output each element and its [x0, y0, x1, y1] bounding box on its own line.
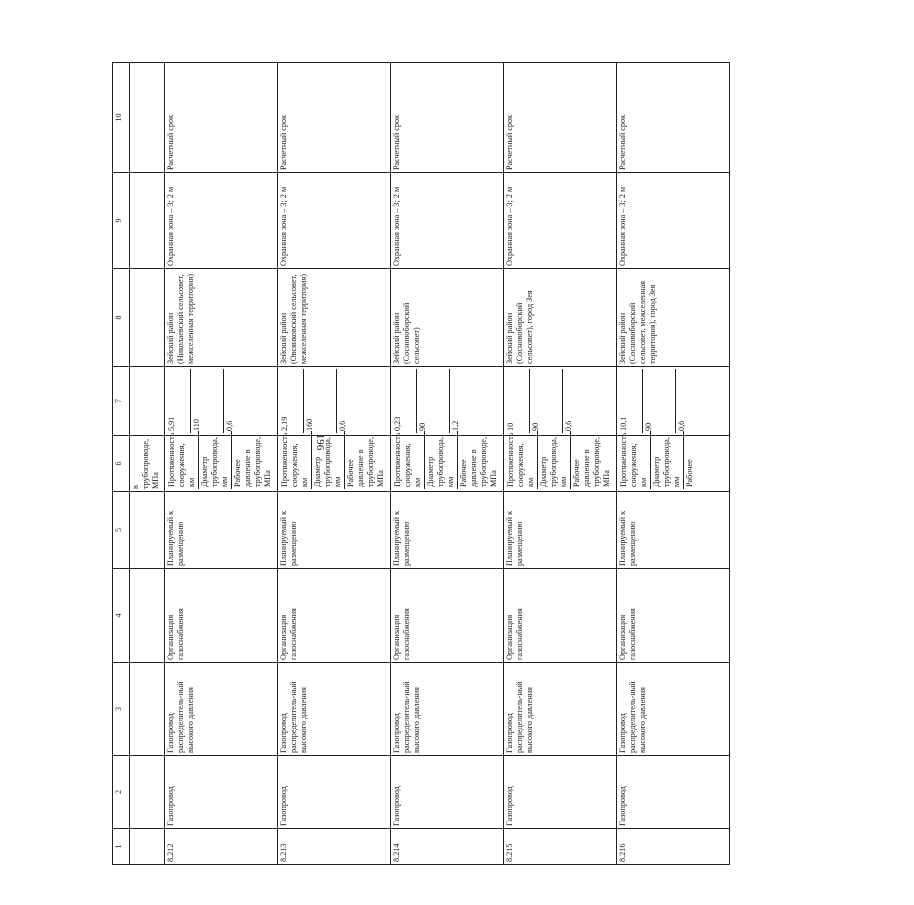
- param-value: 0,6: [564, 420, 573, 431]
- protection-zone: Охранная зона – 3; 2 м: [278, 173, 391, 269]
- object-name: Газопровод: [504, 756, 617, 829]
- object-type: Газопровод распределитель-ный высокого давления: [504, 663, 617, 756]
- param-label: Протяженность сооружения, км: [505, 431, 538, 489]
- param-label: Рабочее давление в трубопроводе, МПа: [233, 437, 272, 487]
- param-value: 2,19: [279, 369, 304, 433]
- param-label: Диаметр трубопровода, мм: [538, 431, 571, 489]
- continuation-row: [130, 63, 165, 865]
- object-location: Зейский район (Сосновоборский сельсовет, межселенная территория), город Зея: [617, 269, 730, 367]
- object-status: Планируемый к размещению: [278, 492, 391, 569]
- protection-zone: Охранная зона – 3; 2 м: [165, 173, 278, 269]
- param-label: Рабочее давление в трубопроводе, МПа: [572, 437, 611, 487]
- row-id: 8.213: [278, 829, 391, 865]
- param-values: [391, 367, 504, 436]
- param-value: 90: [643, 369, 676, 433]
- param-label: Диаметр трубопровода, мм: [312, 431, 345, 489]
- param-value: 90: [530, 369, 563, 433]
- column-header: 5: [113, 492, 130, 569]
- param-value: 160: [304, 369, 337, 433]
- param-value: 5,91: [166, 369, 191, 433]
- param-label: Протяженность сооружения, км: [279, 431, 312, 489]
- object-purpose: Организация газоснабжения: [617, 569, 730, 663]
- object-purpose: Организация газоснабжения: [391, 569, 504, 663]
- header-row: [113, 63, 130, 865]
- param-labels: [391, 432, 504, 492]
- implementation-term: Расчетный срок: [391, 63, 504, 173]
- param-label: Протяженность сооружения, км: [392, 431, 425, 489]
- object-status: Планируемый к размещению: [617, 492, 730, 569]
- object-type: Газопровод распределитель-ный высокого давления: [165, 663, 278, 756]
- param-label: Протяженность сооружения, км: [618, 431, 651, 489]
- row-id: 8.214: [391, 829, 504, 865]
- param-values: [617, 367, 730, 436]
- object-name: Газопровод: [278, 756, 391, 829]
- rotated-table-frame: [112, 113, 914, 865]
- column-header: 1: [113, 829, 130, 865]
- param-value: 90: [417, 369, 450, 433]
- object-status: Планируемый к размещению: [165, 492, 278, 569]
- column-header: 7: [113, 367, 130, 436]
- param-value: 1,2: [451, 420, 460, 431]
- param-labels: [504, 432, 617, 492]
- param-labels: [165, 432, 278, 492]
- page-number: 196: [314, 433, 326, 451]
- object-name: Газопровод: [617, 756, 730, 829]
- protection-zone: Охранная зона – 3; 2 м: [391, 173, 504, 269]
- table-row: [278, 63, 391, 865]
- param-label: Протяженность сооружения, км: [166, 431, 199, 489]
- object-purpose: Организация газоснабжения: [504, 569, 617, 663]
- column-header: 10: [113, 63, 130, 173]
- param-value: 110: [191, 369, 224, 433]
- table-row: [504, 63, 617, 865]
- object-type: Газопровод распределитель-ный высокого давления: [617, 663, 730, 756]
- param-values: [504, 367, 617, 436]
- param-value: 10,1: [618, 369, 643, 433]
- object-location: Зейский район (Овсянковский сельсовет, межселенная территория): [278, 269, 391, 367]
- table-row: [391, 63, 504, 865]
- param-label: Рабочее давление в трубопроводе, МПа: [459, 437, 498, 487]
- param-value: 0,6: [225, 420, 234, 431]
- implementation-term: Расчетный срок: [165, 63, 278, 173]
- object-location: Зейский район (Николаевский сельсовет, межселенная территория): [165, 269, 278, 367]
- row-id: 8.216: [617, 829, 730, 865]
- object-name: Газопровод: [165, 756, 278, 829]
- protection-zone: Охранная зона – 3; 2 м: [617, 173, 730, 269]
- objects-table: [112, 62, 730, 865]
- table-row: [617, 63, 730, 865]
- row-id: 8.215: [504, 829, 617, 865]
- implementation-term: Расчетный срок: [278, 63, 391, 173]
- param-value: 0,23: [392, 369, 417, 433]
- implementation-term: Расчетный срок: [617, 63, 730, 173]
- param-value: 0,6: [677, 420, 686, 431]
- object-status: Планируемый к размещению: [391, 492, 504, 569]
- object-name: Газопровод: [391, 756, 504, 829]
- object-purpose: Организация газоснабжения: [165, 569, 278, 663]
- object-purpose: Организация газоснабжения: [278, 569, 391, 663]
- protection-zone: Охранная зона – 3; 2 м: [504, 173, 617, 269]
- param-value: 0,6: [338, 420, 347, 431]
- object-location: Зейский район (Сосновоборский сельсовет), город Зея: [504, 269, 617, 367]
- param-values: [278, 367, 391, 436]
- column-header: 2: [113, 756, 130, 829]
- column-header: 8: [113, 269, 130, 367]
- table-row: [165, 63, 278, 865]
- column-header: 4: [113, 569, 130, 663]
- param-labels: [278, 432, 391, 492]
- param-label: Диаметр трубопровода, мм: [199, 431, 232, 489]
- param-label: Рабочее давление в трубопроводе, МПа: [346, 437, 385, 487]
- param-values: [165, 367, 278, 436]
- param-labels: [617, 432, 730, 492]
- object-type: Газопровод распределитель-ный высокого давления: [278, 663, 391, 756]
- object-type: Газопровод распределитель-ный высокого давления: [391, 663, 504, 756]
- param-value: 10: [505, 369, 530, 433]
- row-id: 8.212: [165, 829, 278, 865]
- implementation-term: Расчетный срок: [504, 63, 617, 173]
- column-header: 9: [113, 173, 130, 269]
- param-label: Диаметр трубопровода, мм: [425, 431, 458, 489]
- object-location: Зейский район (Сосновоборский сельсовет): [391, 269, 504, 367]
- object-status: Планируемый к размещению: [504, 492, 617, 569]
- column-header: 3: [113, 663, 130, 756]
- continuation-label: в трубопроводе, МПа: [130, 436, 165, 492]
- param-label: Диаметр трубопровода, мм: [651, 431, 684, 489]
- column-header: 6: [113, 436, 130, 492]
- param-label: Рабочее: [685, 459, 694, 487]
